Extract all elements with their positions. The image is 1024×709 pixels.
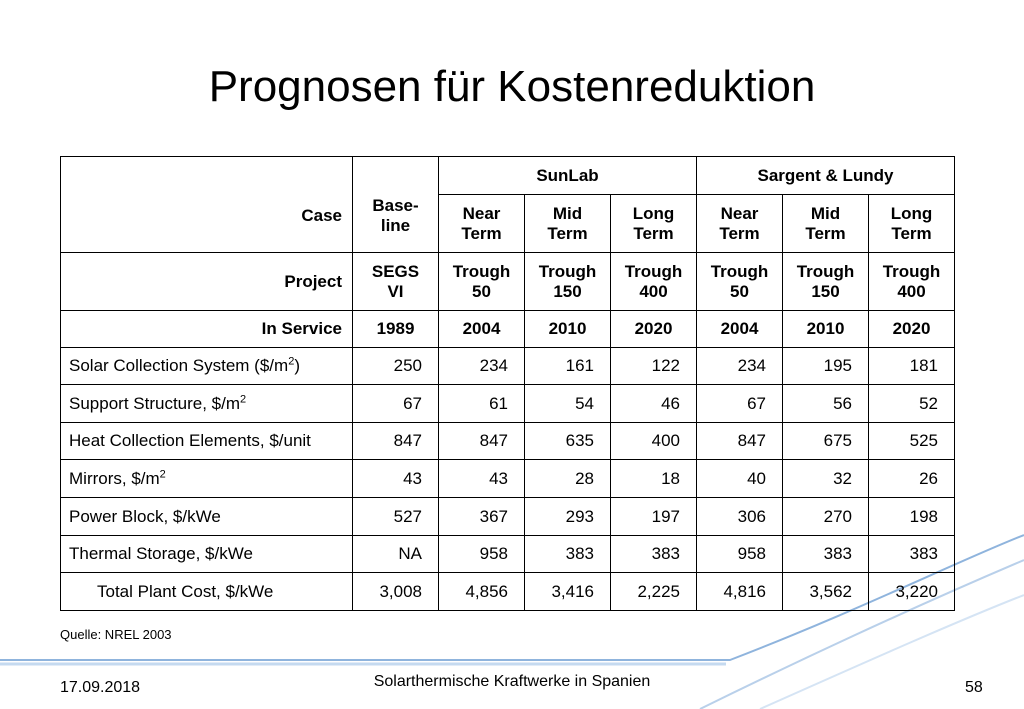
- value-cell: 161: [525, 348, 611, 385]
- header-cell: Trough 150: [783, 253, 869, 311]
- value-cell: 306: [697, 498, 783, 536]
- value-cell: 43: [353, 460, 439, 498]
- header-cell: Trough 50: [697, 253, 783, 311]
- value-cell: 43: [439, 460, 525, 498]
- table-row: [61, 423, 955, 460]
- in-service-row: [61, 311, 955, 348]
- value-cell: 67: [353, 385, 439, 423]
- footer-title: Solarthermische Kraftwerke in Spanien: [373, 673, 651, 690]
- footer-date: 17.09.2018: [60, 679, 141, 696]
- value-cell: 250: [353, 348, 439, 385]
- header-cell: Near Term: [697, 195, 783, 253]
- project-label: Project: [61, 253, 353, 311]
- row-label: Thermal Storage, $/kWe: [61, 536, 353, 573]
- value-cell: 958: [439, 536, 525, 573]
- value-cell: 383: [783, 536, 869, 573]
- value-cell: 293: [525, 498, 611, 536]
- header-cell: Trough 400: [869, 253, 955, 311]
- table-row: [61, 536, 955, 573]
- header-cell: SEGS VI: [353, 253, 439, 311]
- value-cell: 234: [439, 348, 525, 385]
- value-cell: 2,225: [611, 573, 697, 611]
- year-cell: 2020: [611, 311, 697, 348]
- page-number: 58: [965, 679, 983, 696]
- value-cell: 383: [869, 536, 955, 573]
- value-cell: 525: [869, 423, 955, 460]
- year-cell: 2004: [439, 311, 525, 348]
- in-service-label: In Service: [61, 311, 353, 348]
- value-cell: 54: [525, 385, 611, 423]
- year-cell: 2010: [525, 311, 611, 348]
- value-cell: 847: [439, 423, 525, 460]
- value-cell: 3,416: [525, 573, 611, 611]
- value-cell: 122: [611, 348, 697, 385]
- value-cell: 61: [439, 385, 525, 423]
- value-cell: 400: [611, 423, 697, 460]
- value-cell: 181: [869, 348, 955, 385]
- value-cell: 26: [869, 460, 955, 498]
- value-cell: NA: [353, 536, 439, 573]
- value-cell: 383: [525, 536, 611, 573]
- value-cell: 383: [611, 536, 697, 573]
- value-cell: 675: [783, 423, 869, 460]
- project-row: [61, 253, 955, 311]
- cost-table: [60, 156, 955, 611]
- value-cell: 527: [353, 498, 439, 536]
- value-cell: 4,816: [697, 573, 783, 611]
- value-cell: 52: [869, 385, 955, 423]
- table-row: [61, 573, 955, 611]
- sunlab-group-header: SunLab: [439, 157, 697, 195]
- header-cell: Long Term: [869, 195, 955, 253]
- table-row: [61, 348, 955, 385]
- value-cell: 28: [525, 460, 611, 498]
- value-cell: 234: [697, 348, 783, 385]
- table-row: [61, 498, 955, 536]
- value-cell: 270: [783, 498, 869, 536]
- value-cell: 847: [697, 423, 783, 460]
- value-cell: 3,008: [353, 573, 439, 611]
- header-cell: Near Term: [439, 195, 525, 253]
- value-cell: 197: [611, 498, 697, 536]
- source-note: Quelle: NREL 2003: [60, 627, 172, 642]
- value-cell: 3,220: [869, 573, 955, 611]
- header-cell: Long Term: [611, 195, 697, 253]
- value-cell: 847: [353, 423, 439, 460]
- case-label: Case: [301, 205, 342, 225]
- value-cell: 67: [697, 385, 783, 423]
- row-label: Power Block, $/kWe: [61, 498, 353, 536]
- row-label: Solar Collection System $(\$/m^2)$: [61, 348, 353, 385]
- year-cell: 2010: [783, 311, 869, 348]
- page-title: Prognosen für Kostenreduktion: [208, 62, 816, 111]
- baseline-header: Base- line: [353, 157, 439, 253]
- value-cell: 32: [783, 460, 869, 498]
- year-cell: 2004: [697, 311, 783, 348]
- value-cell: 40: [697, 460, 783, 498]
- group-header-row: [61, 157, 955, 195]
- header-cell: Mid Term: [525, 195, 611, 253]
- value-cell: 635: [525, 423, 611, 460]
- sargent-lundy-group-header: Sargent & Lundy: [697, 157, 955, 195]
- table-row: [61, 385, 955, 423]
- case-label-cell: [61, 157, 353, 253]
- row-label: Heat Collection Elements, $/unit: [61, 423, 353, 460]
- value-cell: 198: [869, 498, 955, 536]
- table-row: [61, 460, 955, 498]
- value-cell: 195: [783, 348, 869, 385]
- value-cell: 958: [697, 536, 783, 573]
- value-cell: 46: [611, 385, 697, 423]
- value-cell: 56: [783, 385, 869, 423]
- year-cell: 2020: [869, 311, 955, 348]
- header-cell: Trough 150: [525, 253, 611, 311]
- value-cell: 18: [611, 460, 697, 498]
- row-label: Support Structure, $\$/m^2$: [61, 385, 353, 423]
- value-cell: 367: [439, 498, 525, 536]
- header-cell: Trough 50: [439, 253, 525, 311]
- header-cell: Trough 400: [611, 253, 697, 311]
- row-label: Mirrors, $\$/m^2$: [61, 460, 353, 498]
- year-cell: 1989: [353, 311, 439, 348]
- value-cell: 3,562: [783, 573, 869, 611]
- value-cell: 4,856: [439, 573, 525, 611]
- row-label: Total Plant Cost, $/kWe: [61, 573, 353, 611]
- header-cell: Mid Term: [783, 195, 869, 253]
